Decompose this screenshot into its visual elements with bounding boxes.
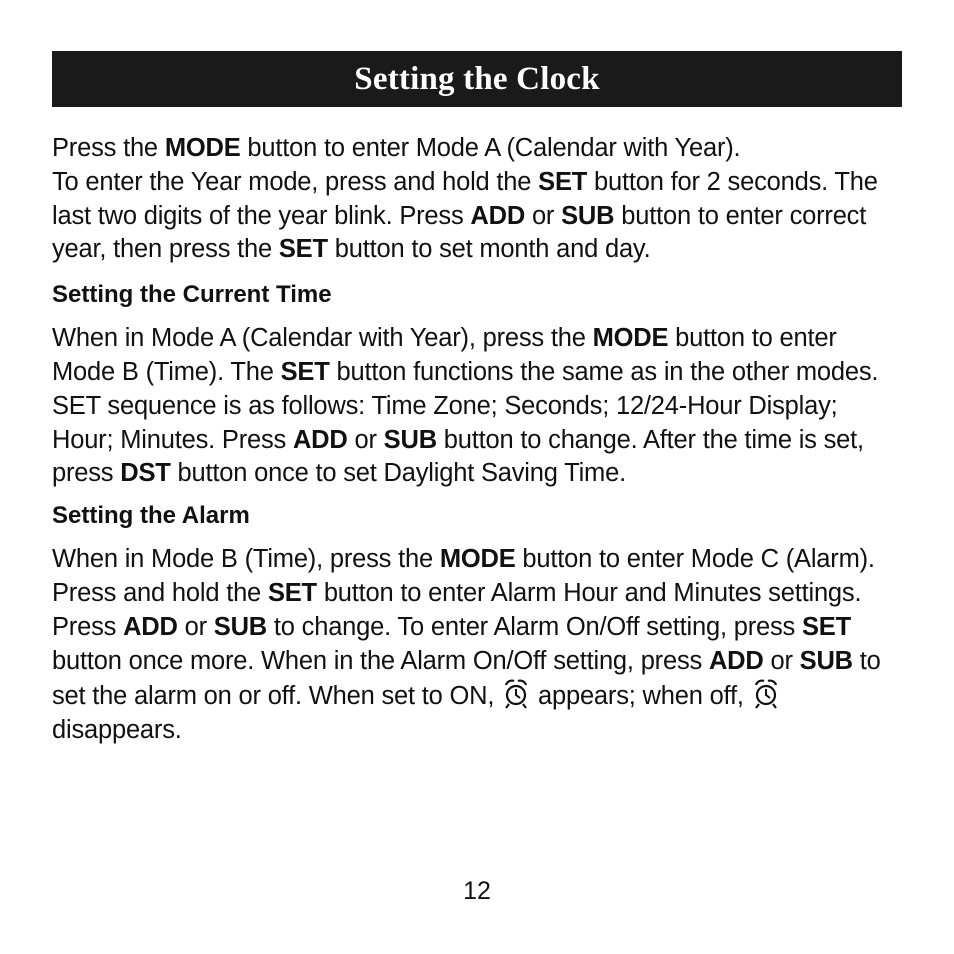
mode-keyword: MODE xyxy=(439,545,516,574)
text-run: button to enter Mode C (Alarm). Press and hold the xyxy=(52,545,875,607)
text-run: appears; when off, xyxy=(531,682,751,711)
text-run: or xyxy=(177,612,214,641)
text-run: disappears. xyxy=(52,716,182,745)
page-title: Setting the Clock xyxy=(354,60,600,97)
text-run: button once more. When in the Alarm On/Off setting, press xyxy=(52,646,709,675)
set-keyword: SET xyxy=(538,167,588,196)
alarm-clock-icon xyxy=(753,678,779,710)
text-run: or xyxy=(525,201,562,230)
text-run: button to enter Mode A (Calendar with Year). xyxy=(240,134,741,162)
set-keyword: SET xyxy=(267,578,317,607)
text-run: button functions the same as in the other modes. SET sequence is as follows: Time Zone; Seconds; 12/24-Hour Display; Hour; Minutes. Press xyxy=(52,357,879,454)
sub-keyword: SUB xyxy=(561,201,615,230)
intro-paragraph xyxy=(52,132,902,267)
text-run: button to change. After the time is set, press xyxy=(52,425,864,488)
text-run: button to enter correct year, then press the xyxy=(52,201,867,264)
text-run: To enter the Year mode, press and hold the xyxy=(52,167,539,196)
add-keyword: ADD xyxy=(292,425,348,454)
text-run: button to set month and day. xyxy=(327,235,651,264)
sub-keyword: SUB xyxy=(383,425,437,454)
text-run: or xyxy=(763,646,800,675)
title-bar xyxy=(52,51,902,107)
mode-keyword: MODE xyxy=(592,324,669,353)
text-run: button to enter Mode B (Time). The xyxy=(52,324,837,386)
text-run: button for 2 seconds. The last two digits of the year blink. Press xyxy=(52,167,878,230)
set-keyword: SET xyxy=(802,612,851,641)
add-keyword: ADD xyxy=(470,201,526,230)
text-run: Press the xyxy=(52,134,165,162)
text-run: When in Mode B (Time), press the xyxy=(52,545,440,574)
sub-keyword: SUB xyxy=(213,612,268,641)
add-keyword: ADD xyxy=(708,646,764,675)
section-heading-alarm: Setting the Alarm xyxy=(52,502,250,530)
manual-page xyxy=(52,51,902,748)
text-run: button to enter Alarm Hour and Minutes settings. Press xyxy=(52,578,862,641)
text-run: to set the alarm on or off. When set to ON, xyxy=(52,646,881,711)
set-keyword: SET xyxy=(278,235,328,264)
add-keyword: ADD xyxy=(123,612,178,641)
sub-keyword: SUB xyxy=(799,646,853,675)
section-heading-current-time: Setting the Current Time xyxy=(52,281,332,309)
dst-keyword: DST xyxy=(120,459,171,488)
text-run: to change. To enter Alarm On/Off setting, press xyxy=(267,612,802,641)
alarm-clock-icon xyxy=(503,678,529,710)
current-time-paragraph xyxy=(52,322,902,491)
set-keyword: SET xyxy=(280,357,330,386)
text-run: button once to set Daylight Saving Time. xyxy=(170,459,626,488)
page-number: 12 xyxy=(463,877,491,905)
text-run: When in Mode A (Calendar with Year), press the xyxy=(52,324,593,353)
alarm-paragraph xyxy=(52,543,902,748)
text-run: or xyxy=(347,425,384,454)
mode-keyword: MODE xyxy=(164,134,241,162)
